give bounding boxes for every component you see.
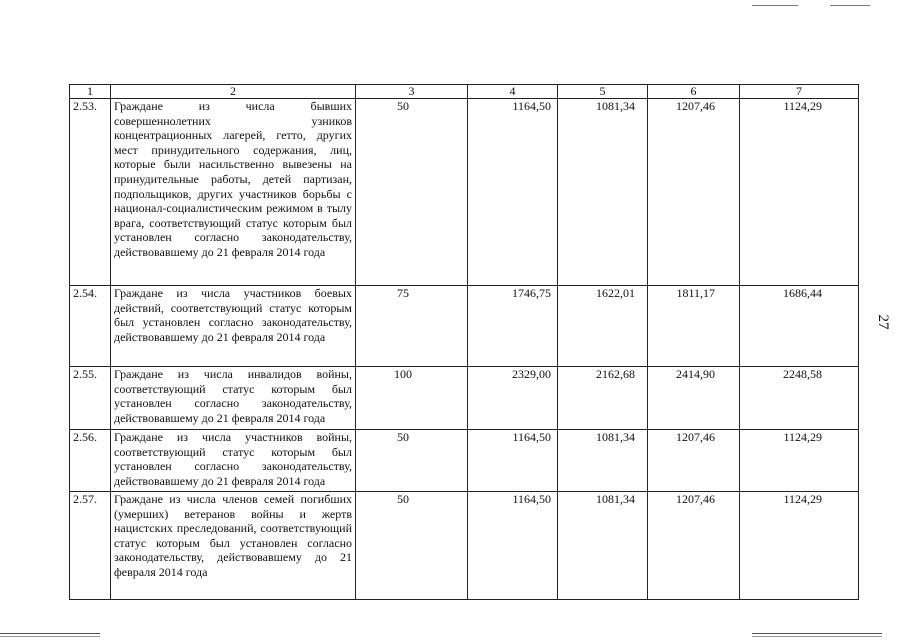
row-number: 2.56. xyxy=(70,430,111,492)
row-description: Граждане из числа бывших совершеннолетних узников концентрационных лагерей, гетто, других мест принудительного содержания, лиц, которые были насильственно вывезены на принудительные работы, детей партизан, подпольщиков, других участников борьбы с национал-социалистическим режимом в тылу врага, соответствующий статус которым был установлен согласно законодательству, действовавшему до 21 февраля 2014 года xyxy=(111,99,356,286)
cell-col6: 1207,46 xyxy=(648,99,740,286)
table-row xyxy=(70,99,859,286)
row-number: 2.54. xyxy=(70,286,111,367)
row-number: 2.53. xyxy=(70,99,111,286)
cell-col4: 1164,50 xyxy=(468,430,558,492)
cell-col3: 50 xyxy=(356,430,468,492)
cell-col3: 50 xyxy=(356,492,468,600)
cell-col7: 2248,58 xyxy=(740,367,859,430)
benefits-table xyxy=(69,84,859,600)
cell-col5: 1081,34 xyxy=(558,430,648,492)
cell-col5: 1081,34 xyxy=(558,99,648,286)
table-row xyxy=(70,367,859,430)
cell-col6: 1811,17 xyxy=(648,286,740,367)
cell-col4: 1746,75 xyxy=(468,286,558,367)
cell-col3: 100 xyxy=(356,367,468,430)
row-number: 2.55. xyxy=(70,367,111,430)
column-header: 4 xyxy=(468,85,558,99)
cell-col6: 1207,46 xyxy=(648,492,740,600)
scan-artifact-line xyxy=(0,636,100,637)
scan-artifact-line xyxy=(752,5,798,6)
row-number: 2.57. xyxy=(70,492,111,600)
scan-artifact-line xyxy=(0,633,100,634)
column-header: 3 xyxy=(356,85,468,99)
row-description: Граждане из числа инвалидов войны, соответствующий статус которым был установлен согласно законодательству, действовавшему до 21 февраля 2014 года xyxy=(111,367,356,430)
column-header: 2 xyxy=(111,85,356,99)
cell-col4: 2329,00 xyxy=(468,367,558,430)
page-number: 27 xyxy=(875,314,891,330)
cell-col5: 2162,68 xyxy=(558,367,648,430)
scan-artifact-line xyxy=(752,633,882,634)
cell-col5: 1081,34 xyxy=(558,492,648,600)
cell-col5: 1622,01 xyxy=(558,286,648,367)
cell-col4: 1164,50 xyxy=(468,492,558,600)
cell-col7: 1124,29 xyxy=(740,430,859,492)
cell-col4: 1164,50 xyxy=(468,99,558,286)
column-header: 5 xyxy=(558,85,648,99)
cell-col6: 1207,46 xyxy=(648,430,740,492)
scan-artifact-line xyxy=(830,5,870,6)
cell-col7: 1124,29 xyxy=(740,492,859,600)
cell-col7: 1686,44 xyxy=(740,286,859,367)
cell-col3: 75 xyxy=(356,286,468,367)
column-header: 1 xyxy=(70,85,111,99)
column-header: 7 xyxy=(740,85,859,99)
row-description: Граждане из числа участников боевых действий, соответствующий статус которым был установлен согласно законодательству, действовавшему до 21 февраля 2014 года xyxy=(111,286,356,367)
cell-col6: 2414,90 xyxy=(648,367,740,430)
table-row xyxy=(70,286,859,367)
cell-col7: 1124,29 xyxy=(740,99,859,286)
scan-artifact-line xyxy=(752,636,882,637)
column-header: 6 xyxy=(648,85,740,99)
table-row xyxy=(70,492,859,600)
row-description: Граждане из числа участников войны, соответствующий статус которым был установлен согласно законодательству, действовавшему до 21 февраля 2014 года xyxy=(111,430,356,492)
table-header-row xyxy=(70,85,859,99)
row-description: Граждане из числа членов семей погибших (умерших) ветеранов войны и жертв нацистских преследований, соответствующий статус которым был установлен согласно законодательству, действовавшему до 21 февраля 2014 года xyxy=(111,492,356,600)
cell-col3: 50 xyxy=(356,99,468,286)
table-row xyxy=(70,430,859,492)
